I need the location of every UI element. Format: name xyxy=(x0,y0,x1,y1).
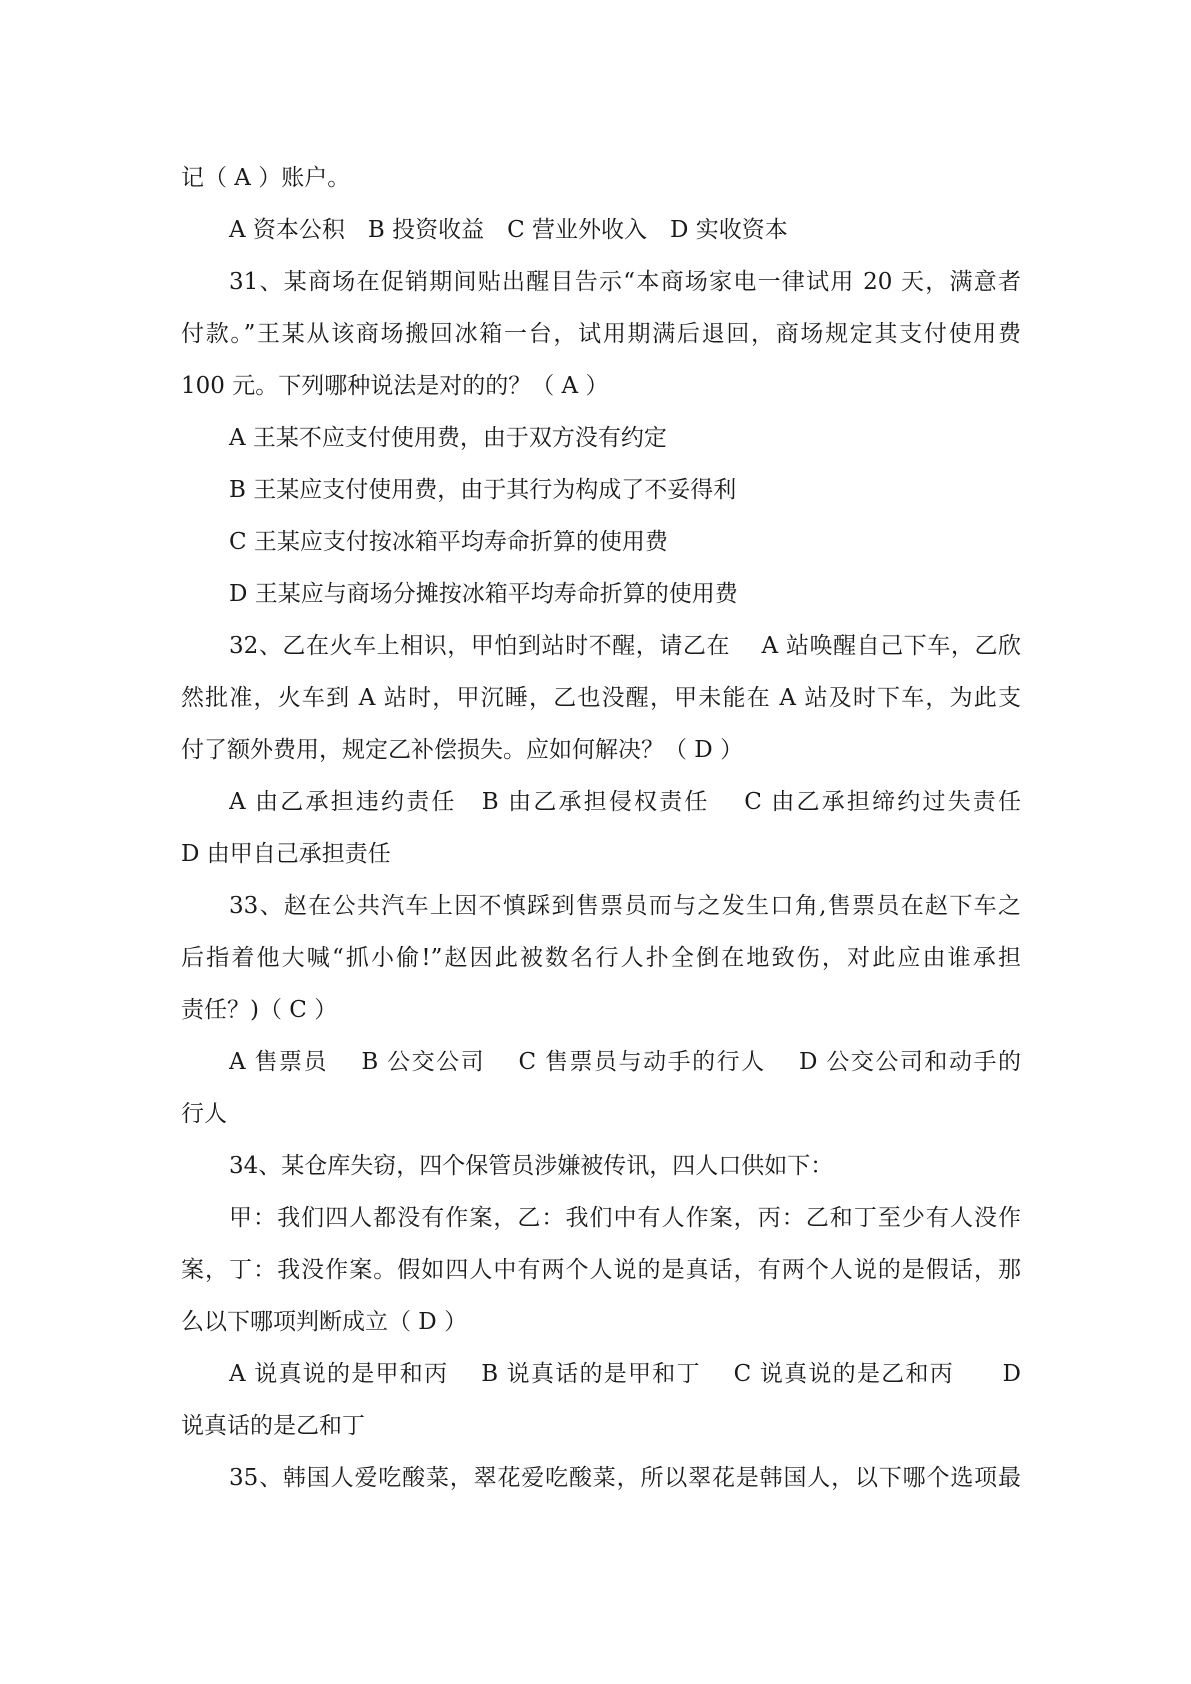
text-line: 35、韩国人爱吃酸菜，翠花爱吃酸菜，所以翠花是韩国人，以下哪个选项最 xyxy=(229,1465,1021,1491)
text-line: 34、某仓库失窃，四个保管员涉嫌被传讯，四人口供如下： xyxy=(229,1153,834,1179)
text-line: 案，丁：我没作案。假如四人中有两个人说的是真话，有两个人说的是假话，那 xyxy=(181,1257,1021,1283)
text-line: C 王某应支付按冰箱平均寿命折算的使用费 xyxy=(229,529,668,555)
text-line: B 王某应支付使用费，由于其行为构成了不妥得利 xyxy=(229,477,737,503)
text-line: A 售票员 B 公交公司 C 售票员与动手的行人 D 公交公司和动手的 xyxy=(229,1049,1021,1075)
text-line: 说真话的是乙和丁 xyxy=(181,1413,365,1439)
text-line: 31、某商场在促销期间贴出醒目告示“本商场家电一律试用 20 天，满意者 xyxy=(229,269,1021,295)
text-line: 付了额外费用，规定乙补偿损失。应如何解决？（ D ） xyxy=(181,737,744,763)
text-line: 甲：我们四人都没有作案，乙：我们中有人作案，丙：乙和丁至少有人没作 xyxy=(229,1205,1021,1231)
text-line: A 资本公积 B 投资收益 C 营业外收入 D 实收资本 xyxy=(229,217,788,243)
text-line: A 由乙承担违约责任 B 由乙承担侵权责任 C 由乙承担缔约过失责任 xyxy=(229,789,1021,815)
text-line: 32、乙在火车上相识，甲怕到站时不醒，请乙在 A 站唤醒自己下车，乙欣 xyxy=(229,633,1021,659)
text-line: 然批准，火车到 A 站时，甲沉睡，乙也没醒，甲未能在 A 站及时下车，为此支 xyxy=(181,685,1021,711)
text-line: D 王某应与商场分摊按冰箱平均寿命折算的使用费 xyxy=(229,581,738,607)
text-line: 么以下哪项判断成立（ D ） xyxy=(181,1309,468,1335)
text-line: 行人 xyxy=(181,1101,227,1127)
text-line: 责任？)（ C ） xyxy=(181,997,338,1023)
text-line: A 说真说的是甲和丙 B 说真话的是甲和丁 C 说真说的是乙和丙 D xyxy=(229,1361,1021,1387)
text-line: 33、赵在公共汽车上因不慎踩到售票员而与之发生口角,售票员在赵下车之 xyxy=(229,893,1021,919)
text-line: 付款。”王某从该商场搬回冰箱一台，试用期满后退回，商场规定其支付使用费 xyxy=(181,321,1021,347)
text-line: D 由甲自己承担责任 xyxy=(181,841,391,867)
text-line: 后指着他大喊“抓小偷!”赵因此被数名行人扑全倒在地致伤，对此应由谁承担 xyxy=(181,945,1021,971)
text-line: 记（ A ）账户。 xyxy=(181,165,351,191)
text-line: A 王某不应支付使用费，由于双方没有约定 xyxy=(229,425,667,451)
text-line: 100 元。下列哪种说法是对的的？（ A ） xyxy=(181,373,609,399)
